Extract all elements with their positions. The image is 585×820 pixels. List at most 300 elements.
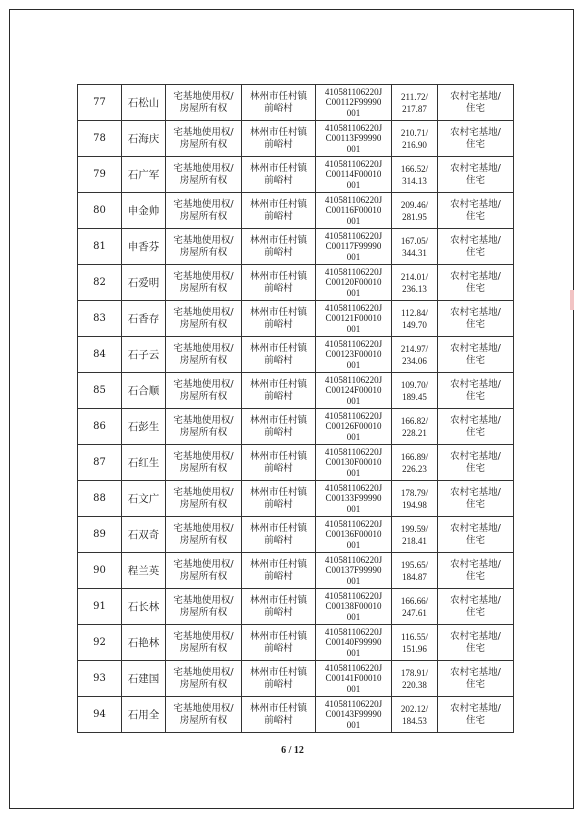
- cell-use-line: 农村宅基地/: [450, 342, 501, 354]
- cell-number: 85: [78, 373, 122, 409]
- cell-unit-id-line: 410581106220J: [324, 662, 383, 673]
- cell-right-type-line: 房屋所有权: [179, 534, 228, 546]
- cell-unit-id-line: 001: [346, 215, 361, 226]
- cell-use: [438, 697, 514, 733]
- cell-location-line: 前峪村: [264, 606, 293, 618]
- table-row: [78, 409, 514, 445]
- cell-location-line: 前峪村: [264, 498, 293, 510]
- cell-right-type-line: 房屋所有权: [179, 678, 228, 690]
- cell-location: [242, 337, 316, 373]
- cell-right-type-line: 宅基地使用权/: [173, 522, 234, 534]
- cell-location-line: 林州市任村镇: [249, 450, 307, 462]
- cell-use-line: 住宅: [465, 282, 485, 294]
- cell-unit-id: [316, 553, 392, 589]
- cell-area: [392, 553, 438, 589]
- cell-area-line: 220.38: [402, 679, 427, 690]
- cell-use-line: 住宅: [465, 246, 485, 258]
- cell-right-type: [166, 229, 242, 265]
- cell-unit-id-line: 001: [346, 503, 361, 514]
- cell-right-type-line: 房屋所有权: [179, 498, 228, 510]
- cell-right-type-line: 房屋所有权: [179, 426, 228, 438]
- cell-right-type: [166, 193, 242, 229]
- cell-right-type-line: 房屋所有权: [179, 210, 228, 222]
- cell-area-line: 184.87: [402, 571, 427, 582]
- cell-use-line: 农村宅基地/: [450, 450, 501, 462]
- cell-area: [392, 445, 438, 481]
- cell-location: [242, 481, 316, 517]
- cell-unit-id-line: 001: [346, 107, 361, 118]
- cell-location-line: 前峪村: [264, 174, 293, 186]
- cell-area-line: 236.13: [402, 283, 427, 294]
- cell-use-line: 农村宅基地/: [450, 306, 501, 318]
- cell-owner-name: 石松山: [122, 85, 166, 121]
- cell-unit-id: [316, 661, 392, 697]
- cell-right-type-line: 宅基地使用权/: [173, 90, 234, 102]
- cell-location-line: 林州市任村镇: [249, 378, 307, 390]
- cell-unit-id-line: 001: [346, 647, 361, 658]
- cell-use: [438, 229, 514, 265]
- cell-right-type-line: 房屋所有权: [179, 246, 228, 258]
- cell-owner-name: 石爱明: [122, 265, 166, 301]
- cell-use-line: 住宅: [465, 354, 485, 366]
- cell-use: [438, 589, 514, 625]
- cell-location: [242, 85, 316, 121]
- cell-number: 92: [78, 625, 122, 661]
- cell-area: [392, 265, 438, 301]
- cell-location-line: 前峪村: [264, 102, 293, 114]
- cell-unit-id-line: C00116F00010: [325, 205, 382, 216]
- cell-right-type-line: 宅基地使用权/: [173, 162, 234, 174]
- cell-right-type-line: 宅基地使用权/: [173, 234, 234, 246]
- cell-owner-name: 石广军: [122, 157, 166, 193]
- cell-right-type-line: 房屋所有权: [179, 606, 228, 618]
- cell-use-line: 住宅: [465, 498, 485, 510]
- cell-location-line: 前峪村: [264, 138, 293, 150]
- cell-location-line: 林州市任村镇: [249, 414, 307, 426]
- cell-area-line: 217.87: [402, 103, 427, 114]
- cell-use: [438, 157, 514, 193]
- cell-unit-id: [316, 697, 392, 733]
- cell-area: [392, 517, 438, 553]
- table-row: [78, 697, 514, 733]
- cell-area-line: 116.55/: [401, 631, 428, 642]
- table-row: [78, 553, 514, 589]
- cell-use: [438, 481, 514, 517]
- cell-owner-name: 石长林: [122, 589, 166, 625]
- cell-area: [392, 229, 438, 265]
- cell-area-line: 178.79/: [400, 487, 429, 498]
- cell-use-line: 农村宅基地/: [450, 414, 501, 426]
- cell-unit-id: [316, 517, 392, 553]
- cell-location-line: 林州市任村镇: [249, 594, 307, 606]
- cell-right-type-line: 房屋所有权: [179, 390, 228, 402]
- table-row: [78, 157, 514, 193]
- cell-location-line: 林州市任村镇: [249, 234, 307, 246]
- cell-use-line: 住宅: [465, 426, 485, 438]
- cell-unit-id-line: 001: [346, 467, 361, 478]
- cell-owner-name: 石双奇: [122, 517, 166, 553]
- cell-right-type-line: 房屋所有权: [179, 282, 228, 294]
- cell-unit-id-line: 410581106220J: [324, 122, 383, 133]
- cell-area-line: 218.41: [402, 535, 427, 546]
- cell-right-type-line: 宅基地使用权/: [173, 342, 234, 354]
- cell-area-line: 149.70: [402, 319, 427, 330]
- table-row: [78, 589, 514, 625]
- cell-number: 83: [78, 301, 122, 337]
- cell-unit-id-line: 001: [346, 143, 361, 154]
- cell-area-line: 344.31: [402, 247, 427, 258]
- cell-right-type-line: 房屋所有权: [179, 570, 228, 582]
- cell-use-line: 农村宅基地/: [450, 594, 501, 606]
- cell-location: [242, 121, 316, 157]
- cell-right-type-line: 宅基地使用权/: [173, 270, 234, 282]
- cell-owner-name: 石文广: [122, 481, 166, 517]
- cell-location: [242, 193, 316, 229]
- cell-use-line: 住宅: [465, 678, 485, 690]
- cell-use-line: 农村宅基地/: [450, 162, 501, 174]
- table-row: [78, 265, 514, 301]
- cell-unit-id: [316, 121, 392, 157]
- cell-right-type-line: 宅基地使用权/: [173, 558, 234, 570]
- cell-area-line: 109.70/: [400, 379, 429, 390]
- cell-location-line: 前峪村: [264, 390, 293, 402]
- cell-location: [242, 157, 316, 193]
- cell-right-type: [166, 265, 242, 301]
- cell-owner-name: 石红生: [122, 445, 166, 481]
- cell-unit-id-line: 001: [346, 431, 361, 442]
- cell-location-line: 林州市任村镇: [249, 90, 307, 102]
- table-row: [78, 481, 514, 517]
- cell-use: [438, 553, 514, 589]
- cell-unit-id-line: C00130F00010: [325, 457, 382, 468]
- cell-unit-id-line: 410581106220J: [324, 554, 383, 565]
- cell-location: [242, 697, 316, 733]
- cell-right-type-line: 房屋所有权: [179, 318, 228, 330]
- cell-right-type: [166, 661, 242, 697]
- cell-unit-id-line: 410581106220J: [324, 590, 383, 601]
- cell-right-type: [166, 121, 242, 157]
- cell-location-line: 前峪村: [264, 534, 293, 546]
- cell-location-line: 林州市任村镇: [249, 270, 307, 282]
- cell-use-line: 住宅: [465, 606, 485, 618]
- cell-area-line: 226.23: [402, 463, 427, 474]
- cell-right-type: [166, 301, 242, 337]
- cell-unit-id-line: 001: [346, 179, 361, 190]
- cell-number: 86: [78, 409, 122, 445]
- cell-unit-id-line: C00113F99990: [325, 133, 382, 144]
- cell-area-line: 211.72/: [401, 91, 428, 102]
- cell-number: 90: [78, 553, 122, 589]
- cell-area-line: 281.95: [402, 211, 427, 222]
- cell-unit-id: [316, 85, 392, 121]
- cell-unit-id: [316, 481, 392, 517]
- cell-unit-id-line: 001: [346, 323, 361, 334]
- cell-area: [392, 121, 438, 157]
- cell-use: [438, 265, 514, 301]
- cell-use: [438, 661, 514, 697]
- cell-use: [438, 517, 514, 553]
- cell-use-line: 住宅: [465, 390, 485, 402]
- cell-right-type-line: 宅基地使用权/: [173, 594, 234, 606]
- cell-location: [242, 589, 316, 625]
- cell-use-line: 住宅: [465, 534, 485, 546]
- cell-unit-id-line: 001: [346, 539, 361, 550]
- cell-right-type: [166, 517, 242, 553]
- cell-unit-id-line: 410581106220J: [324, 86, 383, 97]
- cell-area-line: 189.45: [402, 391, 427, 402]
- cell-area-line: 166.82/: [400, 415, 429, 426]
- cell-use: [438, 121, 514, 157]
- cell-right-type-line: 宅基地使用权/: [173, 198, 234, 210]
- table-row: [78, 229, 514, 265]
- cell-area-line: 166.89/: [400, 451, 429, 462]
- cell-use-line: 农村宅基地/: [450, 522, 501, 534]
- cell-use-line: 农村宅基地/: [450, 270, 501, 282]
- cell-number: 94: [78, 697, 122, 733]
- cell-location: [242, 517, 316, 553]
- cell-location-line: 林州市任村镇: [249, 306, 307, 318]
- cell-area: [392, 373, 438, 409]
- cell-unit-id: [316, 625, 392, 661]
- cell-owner-name: 石用全: [122, 697, 166, 733]
- cell-right-type-line: 房屋所有权: [179, 642, 228, 654]
- cell-owner-name: 程兰英: [122, 553, 166, 589]
- cell-number: 84: [78, 337, 122, 373]
- cell-right-type: [166, 337, 242, 373]
- cell-right-type-line: 宅基地使用权/: [173, 702, 234, 714]
- cell-location: [242, 445, 316, 481]
- cell-area-line: 314.13: [402, 175, 427, 186]
- cell-owner-name: 石彭生: [122, 409, 166, 445]
- cell-use: [438, 193, 514, 229]
- table-row: [78, 85, 514, 121]
- cell-area: [392, 157, 438, 193]
- cell-unit-id-line: 001: [346, 683, 361, 694]
- cell-unit-id-line: C00133F99990: [325, 493, 382, 504]
- cell-location-line: 林州市任村镇: [249, 486, 307, 498]
- cell-unit-id: [316, 157, 392, 193]
- cell-location: [242, 553, 316, 589]
- cell-owner-name: 石香存: [122, 301, 166, 337]
- cell-number: 80: [78, 193, 122, 229]
- cell-right-type-line: 房屋所有权: [179, 102, 228, 114]
- cell-area-line: 112.84/: [401, 307, 428, 318]
- cell-area-line: 234.06: [402, 355, 427, 366]
- cell-use-line: 农村宅基地/: [450, 126, 501, 138]
- cell-use: [438, 373, 514, 409]
- cell-unit-id: [316, 337, 392, 373]
- table-row: [78, 517, 514, 553]
- cell-right-type: [166, 481, 242, 517]
- cell-unit-id: [316, 409, 392, 445]
- cell-unit-id-line: C00120F00010: [325, 277, 382, 288]
- cell-use-line: 住宅: [465, 714, 485, 726]
- cell-area-line: 166.66/: [400, 595, 429, 606]
- cell-unit-id-line: 410581106220J: [324, 626, 383, 637]
- cell-area: [392, 661, 438, 697]
- cell-right-type-line: 房屋所有权: [179, 174, 228, 186]
- cell-use-line: 农村宅基地/: [450, 486, 501, 498]
- cell-location: [242, 661, 316, 697]
- cell-use: [438, 625, 514, 661]
- cell-area-line: 195.65/: [400, 559, 429, 570]
- cell-area: [392, 481, 438, 517]
- cell-right-type-line: 房屋所有权: [179, 138, 228, 150]
- cell-use-line: 住宅: [465, 174, 485, 186]
- cell-unit-id: [316, 445, 392, 481]
- cell-area-line: 199.59/: [400, 523, 429, 534]
- cell-number: 88: [78, 481, 122, 517]
- cell-unit-id-line: C00126F00010: [325, 421, 382, 432]
- red-seal-fragment: [570, 290, 574, 310]
- cell-use-line: 住宅: [465, 462, 485, 474]
- cell-unit-id-line: 410581106220J: [324, 266, 383, 277]
- cell-area-line: 209.46/: [400, 199, 429, 210]
- cell-location-line: 林州市任村镇: [249, 558, 307, 570]
- cell-unit-id-line: 001: [346, 287, 361, 298]
- cell-unit-id-line: C00124F00010: [325, 385, 382, 396]
- cell-unit-id-line: C00141F00010: [325, 673, 382, 684]
- cell-number: 93: [78, 661, 122, 697]
- cell-use-line: 农村宅基地/: [450, 666, 501, 678]
- cell-unit-id-line: 410581106220J: [324, 338, 383, 349]
- registration-table: [77, 84, 514, 733]
- cell-owner-name: 石子云: [122, 337, 166, 373]
- cell-area: [392, 193, 438, 229]
- cell-area: [392, 301, 438, 337]
- cell-use: [438, 85, 514, 121]
- cell-area: [392, 697, 438, 733]
- cell-location: [242, 373, 316, 409]
- cell-right-type: [166, 625, 242, 661]
- cell-use-line: 住宅: [465, 570, 485, 582]
- cell-area: [392, 337, 438, 373]
- cell-unit-id: [316, 265, 392, 301]
- cell-right-type-line: 宅基地使用权/: [173, 450, 234, 462]
- cell-unit-id-line: 410581106220J: [324, 446, 383, 457]
- cell-location-line: 前峪村: [264, 462, 293, 474]
- cell-area: [392, 589, 438, 625]
- cell-owner-name: 石合顺: [122, 373, 166, 409]
- cell-location-line: 前峪村: [264, 246, 293, 258]
- cell-location: [242, 625, 316, 661]
- cell-area-line: 228.21: [402, 427, 427, 438]
- cell-location-line: 前峪村: [264, 570, 293, 582]
- cell-unit-id: [316, 589, 392, 625]
- cell-area-line: 166.52/: [400, 163, 429, 174]
- cell-unit-id-line: C00136F00010: [325, 529, 382, 540]
- cell-right-type-line: 房屋所有权: [179, 354, 228, 366]
- table-row: [78, 301, 514, 337]
- cell-location: [242, 301, 316, 337]
- cell-use: [438, 337, 514, 373]
- cell-unit-id-line: 410581106220J: [324, 194, 383, 205]
- cell-number: 78: [78, 121, 122, 157]
- cell-location-line: 前峪村: [264, 678, 293, 690]
- cell-unit-id-line: 001: [346, 611, 361, 622]
- cell-use: [438, 409, 514, 445]
- cell-area-line: 216.90: [402, 139, 427, 150]
- cell-unit-id-line: C00123F00010: [325, 349, 382, 360]
- cell-unit-id: [316, 229, 392, 265]
- cell-use-line: 农村宅基地/: [450, 234, 501, 246]
- table-row: [78, 337, 514, 373]
- cell-right-type-line: 宅基地使用权/: [173, 306, 234, 318]
- cell-unit-id-line: 001: [346, 359, 361, 370]
- cell-location-line: 林州市任村镇: [249, 522, 307, 534]
- cell-location-line: 林州市任村镇: [249, 126, 307, 138]
- cell-use-line: 住宅: [465, 102, 485, 114]
- cell-location-line: 前峪村: [264, 354, 293, 366]
- cell-unit-id-line: 001: [346, 575, 361, 586]
- table-row: [78, 121, 514, 157]
- cell-location-line: 前峪村: [264, 210, 293, 222]
- cell-area-line: 202.12/: [400, 703, 429, 714]
- cell-unit-id: [316, 193, 392, 229]
- cell-area-line: 214.01/: [400, 271, 429, 282]
- cell-owner-name: 申香芬: [122, 229, 166, 265]
- cell-unit-id-line: C00143F99990: [325, 709, 382, 720]
- cell-unit-id-line: 410581106220J: [324, 230, 383, 241]
- cell-number: 79: [78, 157, 122, 193]
- cell-use-line: 住宅: [465, 138, 485, 150]
- cell-unit-id: [316, 373, 392, 409]
- cell-use-line: 农村宅基地/: [450, 90, 501, 102]
- cell-right-type-line: 房屋所有权: [179, 462, 228, 474]
- cell-unit-id-line: 410581106220J: [324, 482, 383, 493]
- cell-location-line: 林州市任村镇: [249, 702, 307, 714]
- cell-location-line: 前峪村: [264, 426, 293, 438]
- cell-area-line: 151.96: [402, 643, 427, 654]
- table-row: [78, 445, 514, 481]
- cell-right-type: [166, 697, 242, 733]
- cell-number: 87: [78, 445, 122, 481]
- cell-number: 91: [78, 589, 122, 625]
- cell-unit-id-line: C00112F99990: [325, 97, 382, 108]
- cell-right-type: [166, 445, 242, 481]
- cell-right-type: [166, 409, 242, 445]
- cell-area: [392, 409, 438, 445]
- cell-unit-id: [316, 301, 392, 337]
- cell-use-line: 农村宅基地/: [450, 702, 501, 714]
- cell-location-line: 前峪村: [264, 318, 293, 330]
- cell-right-type-line: 宅基地使用权/: [173, 666, 234, 678]
- cell-area-line: 247.61: [402, 607, 427, 618]
- table-row: [78, 661, 514, 697]
- cell-area: [392, 625, 438, 661]
- cell-right-type: [166, 373, 242, 409]
- cell-number: 81: [78, 229, 122, 265]
- cell-area: [392, 85, 438, 121]
- table-row: [78, 373, 514, 409]
- table-row: [78, 193, 514, 229]
- cell-location-line: 前峪村: [264, 714, 293, 726]
- cell-use-line: 农村宅基地/: [450, 198, 501, 210]
- table-row: [78, 625, 514, 661]
- cell-area-line: 184.53: [402, 715, 427, 726]
- cell-number: 82: [78, 265, 122, 301]
- cell-right-type-line: 宅基地使用权/: [173, 630, 234, 642]
- cell-use: [438, 445, 514, 481]
- cell-right-type-line: 宅基地使用权/: [173, 126, 234, 138]
- cell-unit-id-line: 410581106220J: [324, 302, 383, 313]
- cell-right-type: [166, 589, 242, 625]
- cell-number: 77: [78, 85, 122, 121]
- cell-unit-id-line: 410581106220J: [324, 698, 383, 709]
- cell-unit-id-line: C00117F99990: [325, 241, 382, 252]
- cell-right-type: [166, 85, 242, 121]
- cell-number: 89: [78, 517, 122, 553]
